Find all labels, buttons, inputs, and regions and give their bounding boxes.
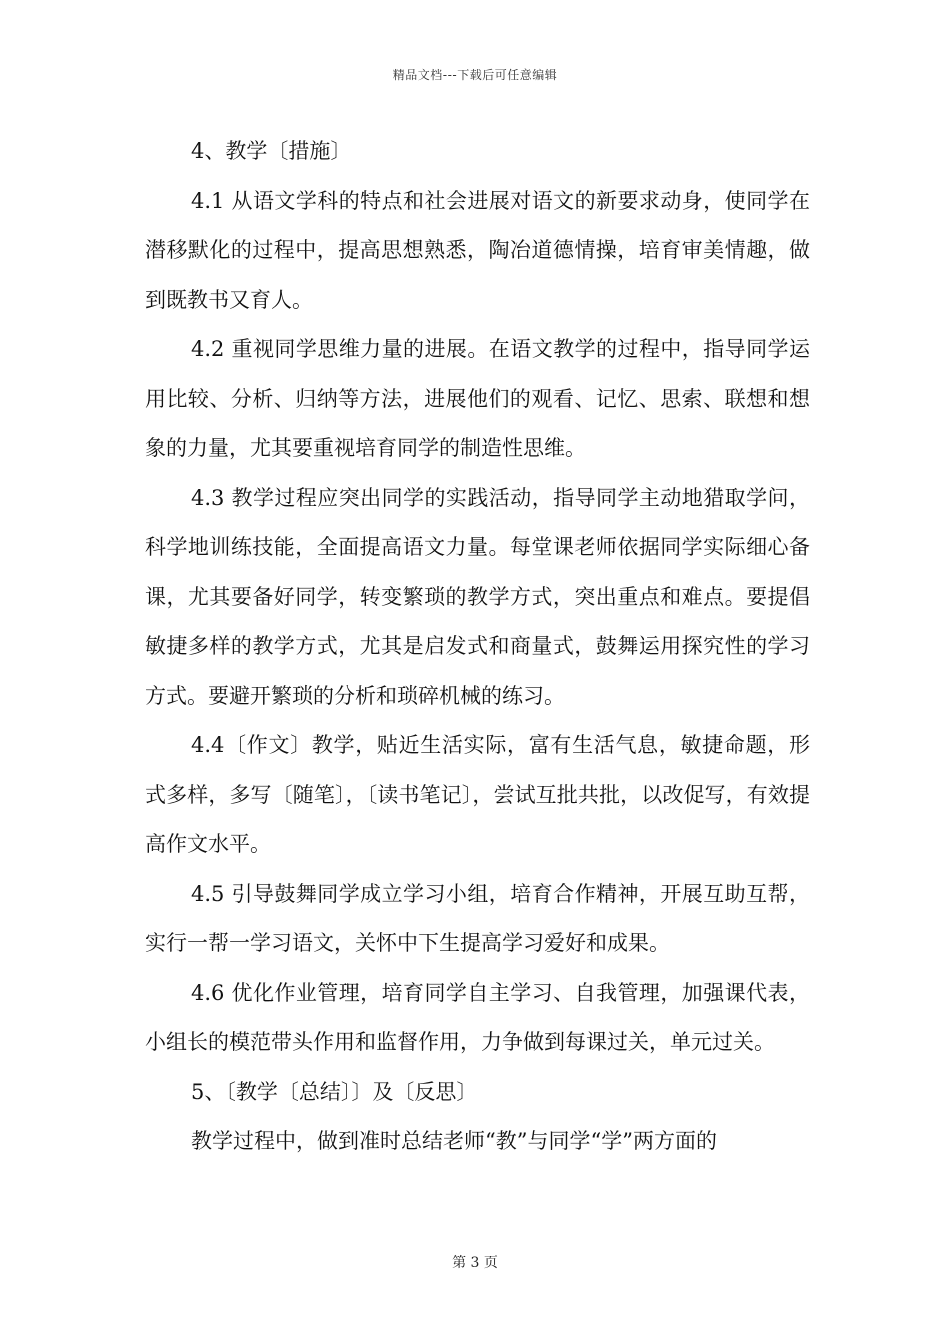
paragraph-4-3: 4.3 教学过程应突出同学的实践活动，指导同学主动地猎取学问，科学地训练技能，全面提高语文力量。每堂课老师依据同学实际细心备课，尤其要备好同学，转变繁琐的教学方式，突出重点和难点。要提倡敏捷多样的教学方式，尤其是启发式和商量式，鼓舞运用探究性的学习方式。要避开繁琐的分析和琐碎机械的练习。 [145,485,810,708]
page-number: 第 3 页 [452,1255,498,1271]
paragraph-4-4: 4.4〔作文〕教学，贴近生活实际，富有生活气息，敏捷命题，形式多样，多写〔随笔〕，〔读书笔记〕，尝试互批共批，以改促写，有效提高作文水平。 [145,733,810,856]
paragraph-4-1: 4.1 从语文学科的特点和社会进展对语文的新要求动身，使同学在潜移默化的过程中，提高思想熟悉，陶冶道德情操，培育审美情趣，做到既教书又育人。 [145,188,810,312]
section-5-heading: 5、〔教学〔总结〕〕及〔反思〕 [191,1079,478,1104]
section-4-heading: 4、教学〔措施〕 [191,139,352,163]
paragraph-5-intro: 教学过程中，做到准时总结老师“教”与同学“学”两方面的 [191,1129,717,1153]
page-header: 精品文档---下载后可任意编辑 [392,68,558,82]
paragraph-4-2: 4.2 重视同学思维力量的进展。在语文教学的过程中，指导同学运用比较、分析、归纳等方法，进展他们的观看、记忆、思索、联想和想象的力量，尤其要重视培育同学的制造性思维。 [145,337,810,460]
paragraph-4-5: 4.5 引导鼓舞同学成立学习小组，培育合作精神，开展互助互帮，实行一帮一学习语文，关怀中下生提高学习爱好和成果。 [145,881,810,955]
paragraph-4-6: 4.6 优化作业管理，培育同学自主学习、自我管理，加强课代表，小组长的模范带头作用和监督作用，力争做到每课过关，单元过关。 [145,980,810,1054]
document-body [145,127,810,1167]
